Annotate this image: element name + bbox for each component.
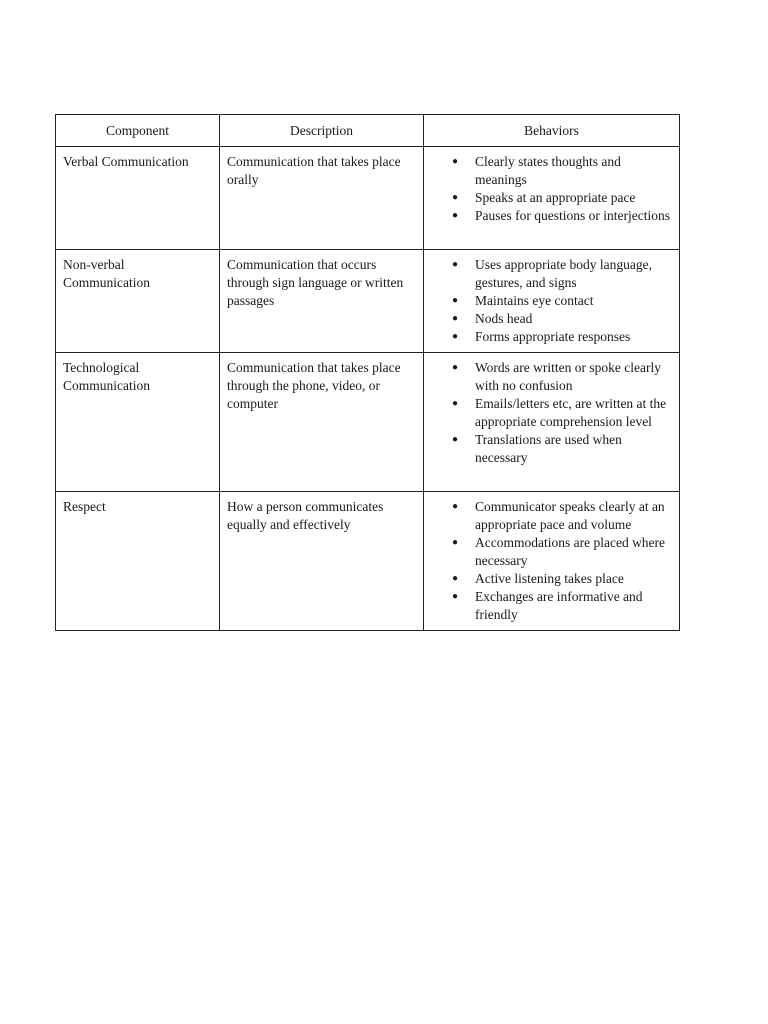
behaviors-list [431,153,672,225]
behaviors-cell [424,250,680,353]
behavior-item: ● Emails/letters etc, are written at the appropriate comprehension level [475,395,672,431]
behaviors-cell [424,353,680,492]
behaviors-cell [424,492,680,631]
behavior-item: ● Pauses for questions or interjections [475,207,672,225]
behaviors-list [431,359,672,467]
table-header-row [56,115,680,147]
component-cell: Non-verbal Communication [56,250,220,353]
description-cell: Communication that takes place through the phone, video, or computer [220,353,424,492]
behaviors-cell [424,147,680,250]
table-row [56,250,680,353]
behaviors-list [431,498,672,624]
behavior-item: ● Exchanges are informative and friendly [475,588,672,624]
table-row [56,147,680,250]
component-cell: Verbal Communication [56,147,220,250]
behavior-item: ● Maintains eye contact [475,292,672,310]
behavior-item: ● Speaks at an appropriate pace [475,189,672,207]
behavior-item: ● Communicator speaks clearly at an appropriate pace and volume [475,498,672,534]
component-cell: Technological Communication [56,353,220,492]
behavior-item: ● Nods head [475,310,672,328]
header-behaviors: Behaviors [424,115,680,147]
table-row [56,353,680,492]
behavior-item: ● Active listening takes place [475,570,672,588]
table-row [56,492,680,631]
behavior-item: ● Translations are used when necessary [475,431,672,467]
behavior-item: ● Forms appropriate responses [475,328,672,346]
behavior-item: ● Uses appropriate body language, gestures, and signs [475,256,672,292]
component-cell: Respect [56,492,220,631]
behavior-item: ● Words are written or spoke clearly with no confusion [475,359,672,395]
description-cell: Communication that occurs through sign language or written passages [220,250,424,353]
communication-table [55,114,680,631]
description-cell: Communication that takes place orally [220,147,424,250]
header-description: Description [220,115,424,147]
behaviors-list [431,256,672,346]
header-component: Component [56,115,220,147]
behavior-item: ● Clearly states thoughts and meanings [475,153,672,189]
description-cell: How a person communicates equally and effectively [220,492,424,631]
behavior-item: ● Accommodations are placed where necessary [475,534,672,570]
